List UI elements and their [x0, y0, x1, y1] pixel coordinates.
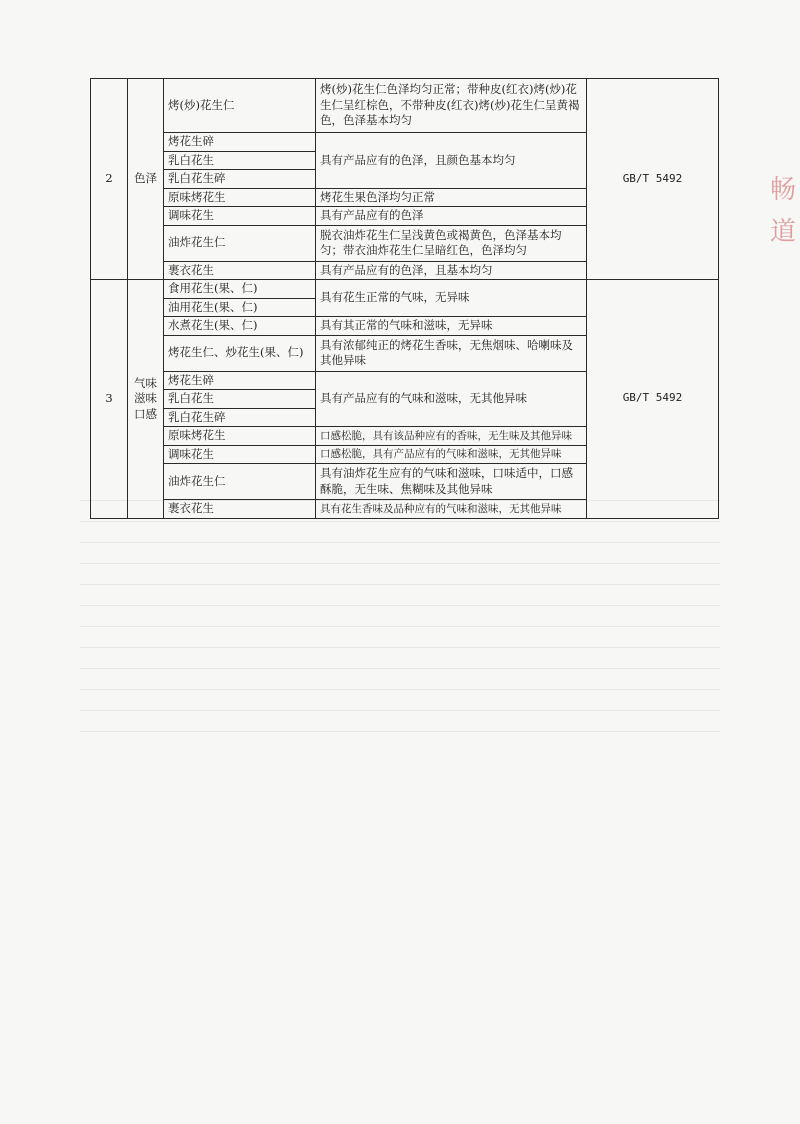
- requirement-text: 具有产品应有的色泽: [316, 207, 587, 226]
- standard-code: GB/T 5492: [587, 280, 719, 519]
- product-name: 乳白花生: [164, 390, 316, 409]
- requirement-text: 具有产品应有的色泽，且基本均匀: [316, 261, 587, 280]
- red-seal-stamp: 畅 道: [770, 175, 797, 247]
- product-name: 食用花生(果、仁): [164, 280, 316, 299]
- requirement-text: 脱衣油炸花生仁呈浅黄色或褐黄色，色泽基本均匀；带衣油炸花生仁呈暗红色，色泽均匀: [316, 225, 587, 261]
- product-name: 调味花生: [164, 207, 316, 226]
- requirement-text: 具有浓郁纯正的烤花生香味，无焦烟味、哈喇味及其他异味: [316, 335, 587, 371]
- category-label: 气味滋味口感: [128, 280, 164, 519]
- requirement-text: 具有产品应有的色泽，且颜色基本均匀: [316, 133, 587, 189]
- product-name: 裹衣花生: [164, 500, 316, 519]
- requirement-text: 烤花生果色泽均匀正常: [316, 188, 587, 207]
- requirement-text: 口感松脆，具有该品种应有的香味，无生味及其他异味: [316, 427, 587, 446]
- product-name: 原味烤花生: [164, 188, 316, 207]
- requirement-text: 口感松脆，具有产品应有的气味和滋味，无其他异味: [316, 445, 587, 464]
- product-name: 油用花生(果、仁): [164, 298, 316, 317]
- product-name: 调味花生: [164, 445, 316, 464]
- product-name: 烤(炒)花生仁: [164, 79, 316, 133]
- standard-code: GB/T 5492: [587, 79, 719, 280]
- product-name: 乳白花生碎: [164, 408, 316, 427]
- product-name: 油炸花生仁: [164, 225, 316, 261]
- row-number: 2: [91, 79, 128, 280]
- requirement-text: 烤(炒)花生仁色泽均匀正常；带种皮(红衣)烤(炒)花生仁呈红棕色，不带种皮(红衣)烤(炒)花生仁呈黄褐色，色泽基本均匀: [316, 79, 587, 133]
- requirement-text: 具有花生正常的气味，无异味: [316, 280, 587, 317]
- product-name: 烤花生碎: [164, 371, 316, 390]
- spec-table: [90, 78, 719, 519]
- requirement-text: 具有花生香味及品种应有的气味和滋味，无其他异味: [316, 500, 587, 519]
- product-name: 油炸花生仁: [164, 464, 316, 500]
- product-name: 乳白花生: [164, 151, 316, 170]
- product-name: 乳白花生碎: [164, 170, 316, 189]
- requirement-text: 具有油炸花生应有的气味和滋味，口味适中，口感酥脆，无生味、焦糊味及其他异味: [316, 464, 587, 500]
- product-name: 原味烤花生: [164, 427, 316, 446]
- row-number: 3: [91, 280, 128, 519]
- requirement-text: 具有其正常的气味和滋味，无异味: [316, 317, 587, 336]
- category-label: 色泽: [128, 79, 164, 280]
- product-name: 裹衣花生: [164, 261, 316, 280]
- product-name: 烤花生仁、炒花生(果、仁): [164, 335, 316, 371]
- product-name: 烤花生碎: [164, 133, 316, 152]
- table-row: [91, 280, 719, 299]
- show-through-lines: [80, 500, 720, 800]
- table-row: [91, 79, 719, 133]
- requirement-text: 具有产品应有的气味和滋味，无其他异味: [316, 371, 587, 427]
- product-name: 水煮花生(果、仁): [164, 317, 316, 336]
